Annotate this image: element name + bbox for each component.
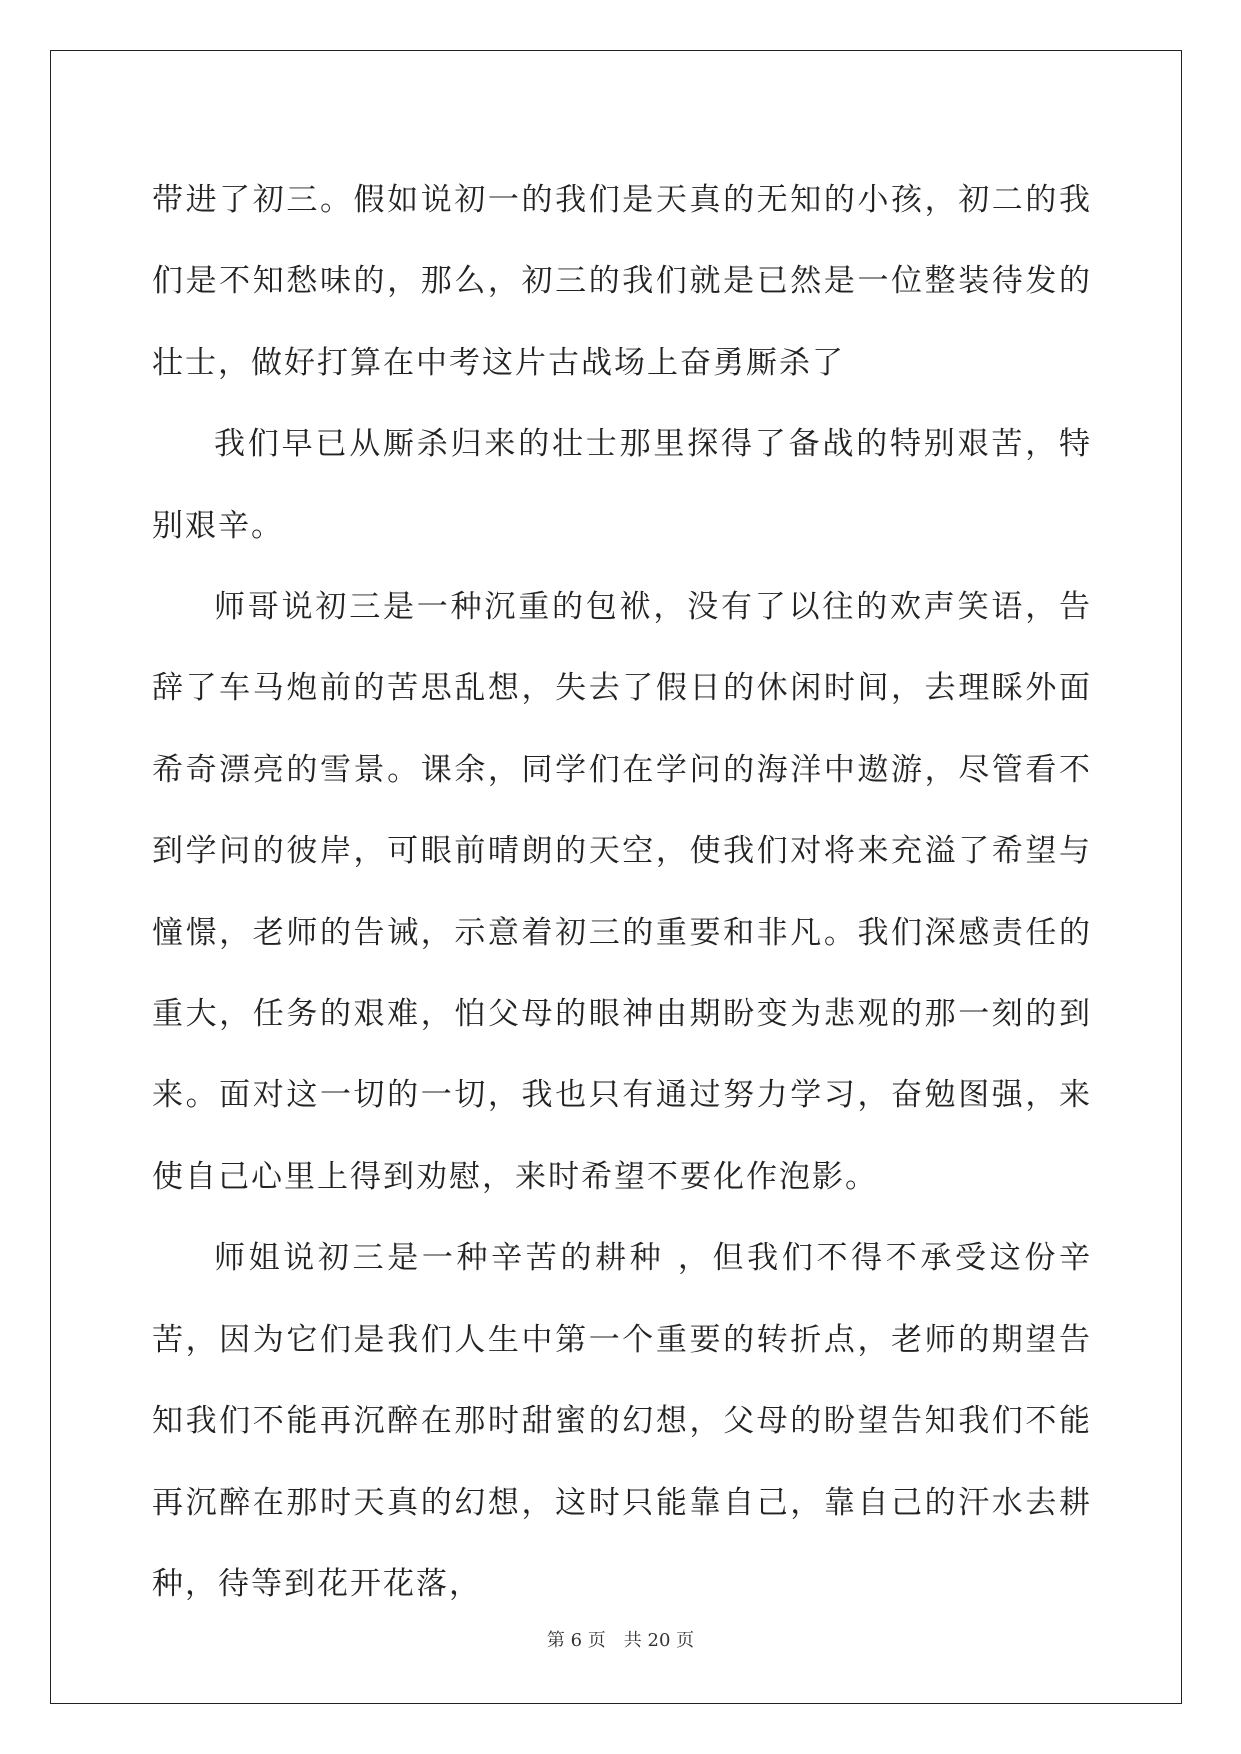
page-number-footer: 第 6 页 共 20 页 [546, 1630, 695, 1651]
document-body [152, 160, 1092, 1625]
paragraph-1: 带进了初三。假如说初一的我们是天真的无知的小孩，初二的我们是不知愁味的，那么，初三的我们就是已然是一位整装待发的壮士，做好打算在中考这片古战场上奋勇厮杀了 [152, 182, 1092, 381]
paragraph-2: 我们早已从厮杀归来的壮士那里探得了备战的特别艰苦，特别艰辛。 [152, 426, 1092, 544]
paragraph-4: 师姐说初三是一种辛苦的耕种 ，但我们不得不承受这份辛苦，因为它们是我们人生中第一个重要的转折点，老师的期望告知我们不能再沉醉在那时甜蜜的幻想，父母的盼望告知我们不能再沉醉在那时天真的幻想，这时只能靠自己，靠自己的汗水去耕种，待等到花开花落， [152, 1240, 1092, 1602]
paragraph-3: 师哥说初三是一种沉重的包袱，没有了以往的欢声笑语，告辞了车马炮前的苦思乱想，失去了假日的休闲时间，去理睬外面希奇漂亮的雪景。课余，同学们在学问的海洋中遨游，尽管看不到学问的彼岸，可眼前晴朗的天空，使我们对将来充溢了希望与憧憬，老师的告诫，示意着初三的重要和非凡。我们深感责任的重大，任务的艰难，怕父母的眼神由期盼变为悲观的那一刻的到来。面对这一切的一切，我也只有通过努力学习，奋勉图强，来使自己心里上得到劝慰，来时希望不要化作泡影。 [152, 589, 1092, 1195]
